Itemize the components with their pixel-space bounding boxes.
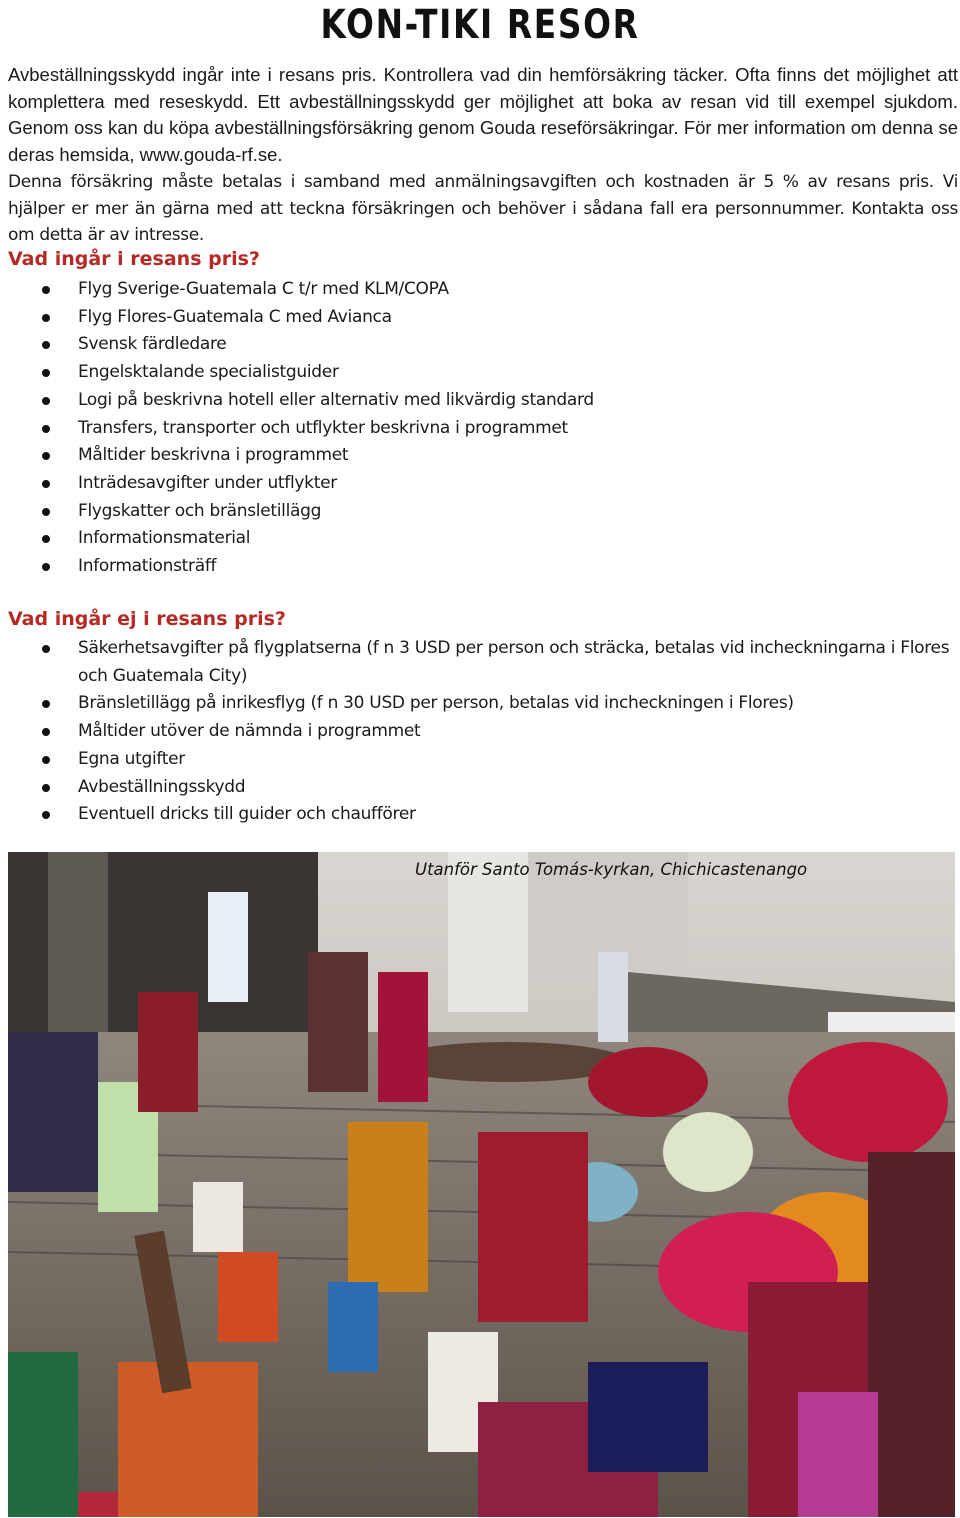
intro-paragraph: Avbeställningsskydd ingår inte i resans pris. Kontrollera vad din hemförsäkring täcker. Ofta finns det möjlighet att komplettera med reseskydd. Ett avbeställningsskydd ger möjlighet att boka av resan vid till exempel sjukdom. Genom oss kan du köpa avbeställningsförsäkring genom Gouda reseförsäkringar. För mer information om denna se deras hemsida, www.gouda-rf.se. — [8, 64, 958, 165]
list-item: Flyg Sverige-Guatemala C t/r med KLM/COPA — [0, 276, 950, 304]
list-item: Eventuell dricks till guider och chaufförer — [0, 801, 950, 829]
list-item: Flygskatter och bränsletillägg — [0, 498, 950, 526]
excluded-list — [0, 635, 950, 829]
included-heading: Vad ingår i resans pris? — [8, 248, 260, 270]
list-item: Informationsträff — [0, 553, 950, 581]
list-item: Säkerhetsavgifter på flygplatserna (f n 3 USD per person och sträcka, betalas vid incheckningarna i Flores och Guatemala City) — [0, 635, 950, 690]
market-photo-illustration — [8, 852, 955, 1517]
list-item: Svensk färdledare — [0, 331, 950, 359]
list-item: Avbeställningsskydd — [0, 774, 950, 802]
photo-caption: Utanför Santo Tomás-kyrkan, Chichicastenango — [415, 860, 808, 879]
list-item: Bränsletillägg på inrikesflyg (f n 30 USD per person, betalas vid incheckningen i Flores) — [0, 690, 950, 718]
list-item: Måltider beskrivna i programmet — [0, 442, 950, 470]
list-item: Logi på beskrivna hotell eller alternativ med likvärdig standard — [0, 387, 950, 415]
list-item: Informationsmaterial — [0, 525, 950, 553]
list-item: Engelsktalande specialistguider — [0, 359, 950, 387]
market-photo — [8, 852, 955, 1517]
list-item: Egna utgifter — [0, 746, 950, 774]
list-item: Måltider utöver de nämnda i programmet — [0, 718, 950, 746]
included-list — [0, 276, 950, 581]
excluded-heading: Vad ingår ej i resans pris? — [8, 608, 286, 630]
intro-paragraph-continued: Denna försäkring måste betalas i samband med anmälningsavgiften och kostnaden är 5 % av resans pris. Vi hjälper er mer än gärna med att teckna försäkringen och behöver i sådana fall era personnummer. Kontakta oss om detta är av intresse. — [8, 172, 958, 246]
brand-logo: KON-TIKI RESOR — [320, 2, 640, 48]
list-item: Transfers, transporter och utflykter beskrivna i programmet — [0, 415, 950, 443]
list-item: Inträdesavgifter under utflykter — [0, 470, 950, 498]
list-item: Flyg Flores-Guatemala C med Avianca — [0, 304, 950, 332]
